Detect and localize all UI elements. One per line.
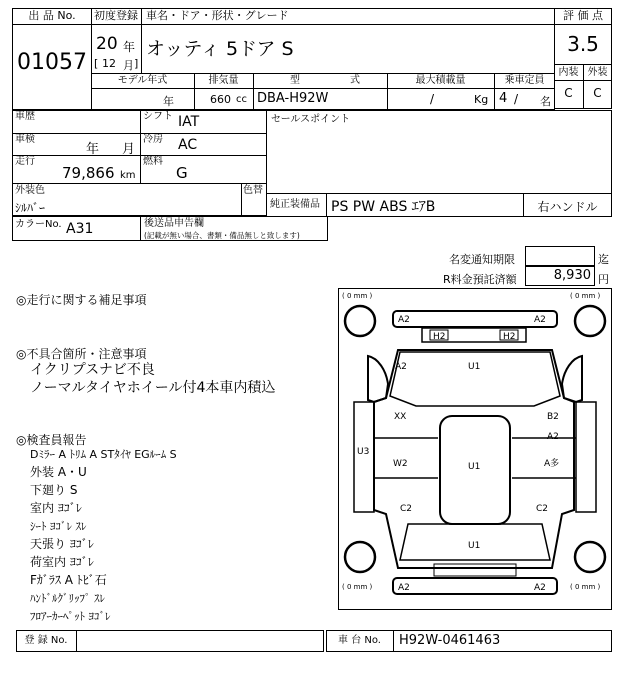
inspector-line: ﾌﾛｱｰｶｰﾍﾟｯﾄ ﾖｺﾞﾚ	[30, 610, 111, 623]
mileage-unit: km	[120, 170, 136, 181]
damage-mark: A2	[395, 362, 407, 372]
name-change-field	[525, 246, 595, 266]
inspection-year-unit: 年	[86, 142, 100, 157]
damage-mark: B2	[547, 412, 559, 422]
damage-mark: H2	[433, 332, 446, 342]
rating-value: 3.5	[567, 32, 599, 56]
driving-notes-title: ◎走行に関する補足事項	[16, 293, 147, 307]
right-side-panel	[576, 402, 596, 512]
car-name: オッティ 5ドア S	[146, 38, 294, 60]
fuel-label: 燃料	[143, 156, 163, 167]
max-load-unit: Kg	[474, 93, 489, 106]
mileage-value: 79,866	[62, 164, 115, 182]
lot-label: 出 品 No.	[28, 9, 76, 22]
first-reg-year: 20	[96, 34, 118, 54]
damage-mark: C2	[536, 504, 549, 514]
defect-item: ノーマルタイヤホイール付4本車内積込	[30, 380, 276, 396]
sales-point-label: セールスポイント	[271, 114, 351, 125]
inspector-line: 室内 ﾖｺﾞﾚ	[30, 501, 82, 515]
inspector-line: 天張り ﾖｺﾞﾚ	[30, 537, 94, 551]
damage-mark: U1	[468, 462, 481, 472]
inspection-month-unit: 月	[122, 142, 136, 157]
color-change-label: 色替	[243, 185, 263, 196]
genuine-equipment-label: 純正装備品	[270, 199, 320, 210]
capacity-label: 乗車定員	[504, 75, 545, 86]
damage-mark: A2	[398, 315, 410, 325]
fuel-value: G	[176, 164, 188, 182]
lot-number: 01057	[17, 50, 87, 75]
shift-value: IAT	[178, 114, 200, 130]
displacement-label: 排気量	[208, 75, 239, 86]
reg-no-label: 登 録 No.	[24, 635, 68, 646]
chassis-number: H92W-0461463	[399, 633, 501, 648]
damage-mark: U1	[468, 362, 481, 372]
model-year-unit: 年	[163, 95, 174, 108]
damage-mark: A2	[534, 583, 546, 593]
tire-reading-br: ( 0 mm )	[570, 583, 601, 591]
left-side-panel	[354, 402, 374, 512]
displacement-value: 660	[210, 93, 231, 106]
genuine-equipment-value: PS PW ABS ｴｱB	[331, 199, 436, 215]
tire-reading-bl: ( 0 mm )	[342, 583, 373, 591]
name-change-unit: 迄	[598, 253, 609, 266]
tire-icon	[345, 542, 375, 572]
damage-mark: C2	[400, 504, 413, 514]
tire-reading-tr: ( 0 mm )	[570, 292, 601, 300]
damage-mark: A2	[534, 315, 546, 325]
damage-mark: A2	[547, 432, 559, 442]
inspector-line: 荷室内 ﾖｺﾞﾚ	[30, 555, 94, 569]
exterior-color-box	[12, 183, 267, 216]
inspector-line: 下廻り S	[30, 483, 78, 497]
tire-reading-tl: ( 0 mm )	[342, 292, 373, 300]
tire-icon	[575, 306, 605, 336]
capacity-slash: /	[514, 92, 519, 106]
damage-mark: XX	[394, 412, 407, 422]
car-damage-diagram	[338, 288, 612, 610]
color-no-value: A31	[66, 221, 94, 237]
type-label-2: 式	[350, 75, 360, 86]
license-plate	[434, 564, 516, 576]
first-reg-label: 初度登録	[94, 9, 138, 22]
inspection-label: 車検	[15, 134, 35, 145]
interior-label: 内装	[558, 67, 579, 78]
recycle-label: R料金預託済額	[443, 273, 517, 286]
inspector-line: 外装 A・U	[30, 465, 87, 479]
exterior-label: 外装	[587, 67, 608, 78]
aftermarket-note: (記載が無い場合、書類・備品無しと致します)	[144, 231, 300, 240]
max-load-label: 最大積載量	[415, 75, 466, 86]
name-change-label: 名変通知期限	[449, 253, 515, 266]
tire-icon	[345, 306, 375, 336]
history-label: 車歴	[15, 111, 35, 122]
damage-mark: W2	[393, 459, 408, 469]
inspector-line: Dﾐﾗｰ A ﾄﾘﾑ A STﾀｲﾔ EGﾙｰﾑ S	[30, 448, 177, 461]
first-reg-month: 12	[102, 57, 116, 70]
chassis-label: 車 台 No.	[338, 635, 381, 646]
recycle-amount: 8,930	[553, 268, 591, 283]
aftermarket-label: 後送品申告欄	[144, 218, 204, 229]
exterior-grade: C	[593, 86, 602, 100]
rating-label: 評 価 点	[563, 9, 603, 22]
displacement-unit: cc	[236, 94, 247, 105]
inspector-line: ｼｰﾄ ﾖｺﾞﾚ ｽﾚ	[30, 520, 87, 533]
inspector-title: ◎検査員報告	[16, 433, 87, 447]
hood-outline	[390, 352, 560, 406]
color-no-label: カラーNo.	[15, 219, 62, 230]
type-value: DBA-H92W	[257, 91, 329, 106]
defect-item: イクリプスナビ不良	[30, 362, 155, 378]
aircon-value: AC	[178, 137, 198, 153]
tire-icon	[575, 542, 605, 572]
damage-mark: U3	[357, 447, 370, 457]
damage-mark: U1	[468, 541, 481, 551]
car-name-label: 車名・ドア・形状・グレード	[146, 9, 289, 22]
exterior-color-value: ｼﾙﾊﾞｰ	[15, 201, 46, 215]
inspector-line: ﾊﾝﾄﾞﾙｸﾞﾘｯﾌﾟ ｽﾚ	[30, 592, 105, 605]
year-unit: 年	[123, 40, 136, 54]
type-label: 型	[290, 75, 300, 86]
interior-grade: C	[564, 86, 573, 100]
max-load-slash: /	[430, 92, 435, 106]
exterior-color-label: 外装色	[15, 185, 45, 196]
defects-title: ◎不具合箇所・注意事項	[16, 347, 147, 361]
shift-label: シフト	[143, 111, 173, 122]
month-unit: 月	[123, 59, 134, 72]
capacity-unit: 名	[540, 95, 551, 108]
recycle-unit: 円	[598, 273, 609, 286]
damage-mark: A2	[398, 583, 410, 593]
model-year-label: モデル年式	[117, 75, 168, 86]
handle-value: 右ハンドル	[537, 200, 598, 214]
damage-mark: H2	[503, 332, 516, 342]
inspector-line: Fｶﾞﾗｽ A ﾄﾋﾞ石	[30, 573, 107, 587]
mileage-label: 走行	[15, 156, 35, 167]
capacity-value: 4	[499, 91, 508, 106]
damage-mark: A多	[544, 459, 560, 469]
aircon-label: 冷房	[143, 134, 163, 145]
